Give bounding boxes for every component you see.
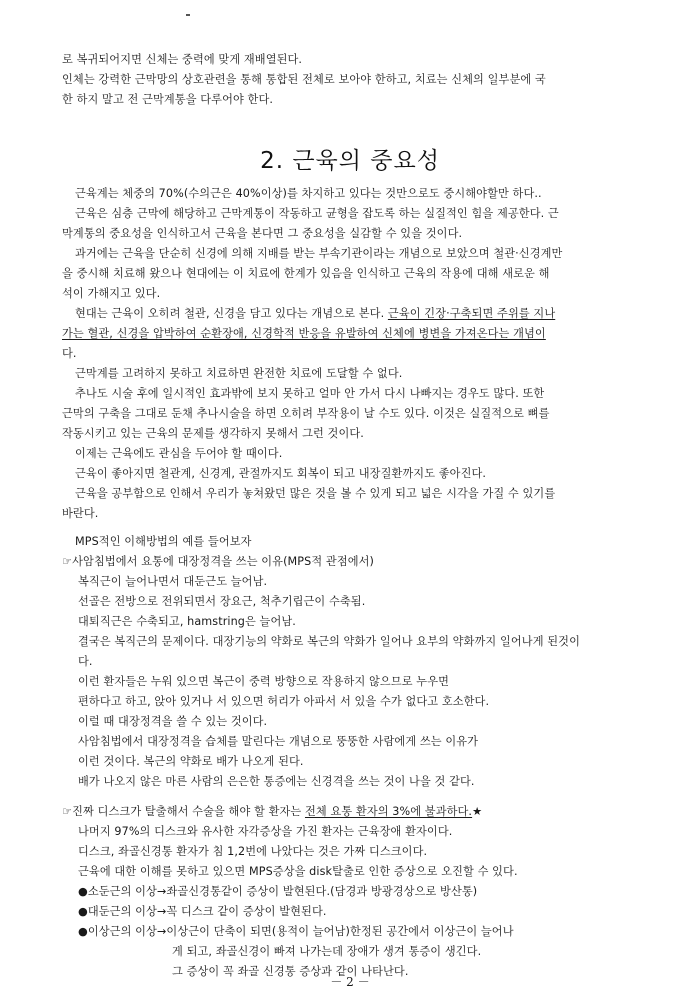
text-line: 이제는 근육에도 관심을 두어야 할 때이다. — [75, 447, 283, 460]
text-line: 선골은 전방으로 전위되면서 장요근, 척추기립근이 수축됨. — [78, 595, 366, 608]
text-line: 과거에는 근육을 단순히 신경에 의해 지배를 받는 부속기관이라는 개념으로 보았으며 철관·신경계만 — [75, 247, 563, 260]
text-line: 배가 나오지 않은 마른 사람의 은은한 통증에는 신경격을 쓰는 것이 나을 것 같다. — [78, 775, 475, 788]
text-line: 근막계를 고려하지 못하고 치료하면 완전한 치료에 도달할 수 없다. — [75, 367, 403, 380]
text-line: 추나도 시술 후에 일시적인 효과밖에 보지 못하고 얼마 안 가서 다시 나빠지는 경우도 많다. 또한 — [75, 387, 545, 400]
text-line — [75, 306, 555, 322]
text-line: 인체는 강력한 근막망의 상호관련을 통해 통합된 전체로 보아야 한하고, 치료는 신체의 일부분에 국 — [62, 73, 546, 86]
text-line: 근육이 좋아지면 철관계, 신경계, 관절까지도 회복이 되고 내장질환까지도 좋아진다. — [75, 467, 487, 480]
star-icon: ★ — [472, 805, 483, 818]
bullet-continuation: 게 되고, 좌골신경이 빠져 나가는데 장애가 생겨 통증이 생긴다. — [172, 945, 482, 958]
text-line: 바란다. — [62, 507, 99, 520]
text-line: MPS적인 이해방법의 예를 들어보자 — [75, 535, 252, 548]
text-line: 근육에 대한 이해를 못하고 있으면 MPS증상을 disk탈출로 인한 증상으로 오진할 수 있다. — [78, 865, 518, 878]
text-line: 근육을 공부함으로 인해서 우리가 놓쳐왔던 많은 것을 볼 수 있게 되고 넓은 시각을 가질 수 있기를 — [75, 487, 556, 500]
page-number: － 2 － — [330, 975, 370, 989]
text-line: 대퇴직근은 수축되고, hamstring은 늘어남. — [78, 615, 296, 628]
text-line: 석이 가해지고 있다. — [62, 287, 161, 300]
bullet-continuation: 그 증상이 꼭 좌골 신경통 증상과 같이 나타난다. — [172, 965, 409, 978]
subsection-heading: ☞사암침법에서 요통에 대장정격을 쓰는 이유(MPS적 관점에서) — [62, 555, 375, 568]
text-line: 이런 것이다. 복근의 약화로 배가 나오게 된다. — [78, 755, 304, 768]
text-line: 근육은 심층 근막에 해당하고 근막계통이 작동하고 균형을 잡도록 하는 실질적인 힘을 제공한다. 근 — [75, 207, 559, 220]
text-line: 결국은 복직근의 문제이다. 대장기능의 약화로 복근의 약화가 일어나 요부의 약화까지 일어나게 된것이 — [78, 635, 580, 648]
bullet-item: ●소둔근의 이상→좌골신경통같이 증상이 발현된다.(담경과 방광경상으로 방산통) — [78, 885, 478, 898]
text-line: 편하다고 하고, 앉아 있거나 서 있으면 허리가 아파서 서 있을 수가 없다고 호소한다. — [78, 695, 490, 708]
text-line: 근막의 구축을 그대로 둔채 추나시술을 하면 오히려 부작용이 날 수도 있다. 이것은 실질적으로 뼈를 — [62, 407, 550, 420]
text-line: 디스크, 좌골신경통 환자가 침 1,2번에 나았다는 것은 가짜 디스크이다. — [78, 845, 428, 858]
text-segment: ☞진짜 디스크가 탈출해서 수술을 해야 할 환자는 — [62, 805, 305, 818]
bullet-item: ●이상근의 이상→이상근이 단축이 되면(용적이 늘어남)한정된 공간에서 이상근이 늘어나 — [78, 925, 514, 938]
text-segment: 현대는 근육이 오히려 철관, 신경을 담고 있다는 개념으로 본다. — [75, 307, 388, 320]
underlined-text: 전체 요통 환자의 3%에 불과하다. — [304, 805, 473, 818]
text-line: 근육계는 체중의 70%(수의근은 40%이상)를 차지하고 있다는 것만으로도 중시해야할만 하다.. — [75, 187, 542, 200]
section-title: 2. 근육의 중요성 — [260, 148, 440, 174]
text-line: 이럴 때 대장정격을 쓸 수 있는 것이다. — [78, 715, 268, 728]
subsection-heading — [62, 804, 482, 820]
text-line: 다. — [78, 655, 93, 668]
text-line: 복직근이 늘어나면서 대둔근도 늘어남. — [78, 575, 268, 588]
scan-mark — [186, 14, 190, 16]
text-line: 사암침법에서 대장정격을 습체를 말린다는 개념으로 뚱뚱한 사람에게 쓰는 이유가 — [78, 735, 479, 748]
text-line: 이런 환자들은 누워 있으면 복근이 중력 방향으로 작용하지 않으므로 누우면 — [78, 675, 450, 688]
text-line: 을 중시해 치료해 왔으나 현대에는 이 치료에 한계가 있음을 인식하고 근육의 작용에 대해 새로운 해 — [62, 267, 550, 280]
text-line: 한 하지 말고 전 근막계통을 다루어야 한다. — [62, 93, 274, 106]
underlined-text-line: 가는 혈관, 신경을 압박하여 순환장애, 신경학적 반응을 유발하여 신체에 병변을 가져온다는 개념이 — [62, 327, 546, 340]
text-line: 나머지 97%의 디스크와 유사한 자각증상을 가진 환자는 근육장애 환자이다. — [78, 825, 453, 838]
underlined-text: 근육이 긴장·구축되면 주위를 지나 — [387, 307, 556, 320]
text-line: 다. — [62, 347, 77, 360]
text-line: 막계통의 중요성을 인식하고서 근육을 본다면 그 중요성을 실감할 수 있을 것이다. — [62, 227, 463, 240]
text-line: 작동시키고 있는 근육의 문제를 생각하지 못해서 그런 것이다. — [62, 427, 364, 440]
bullet-item: ●대둔근의 이상→꼭 디스크 같이 증상이 발현된다. — [78, 905, 327, 918]
text-line: 로 복귀되어지면 신체는 중력에 맞게 재배열된다. — [62, 53, 303, 66]
